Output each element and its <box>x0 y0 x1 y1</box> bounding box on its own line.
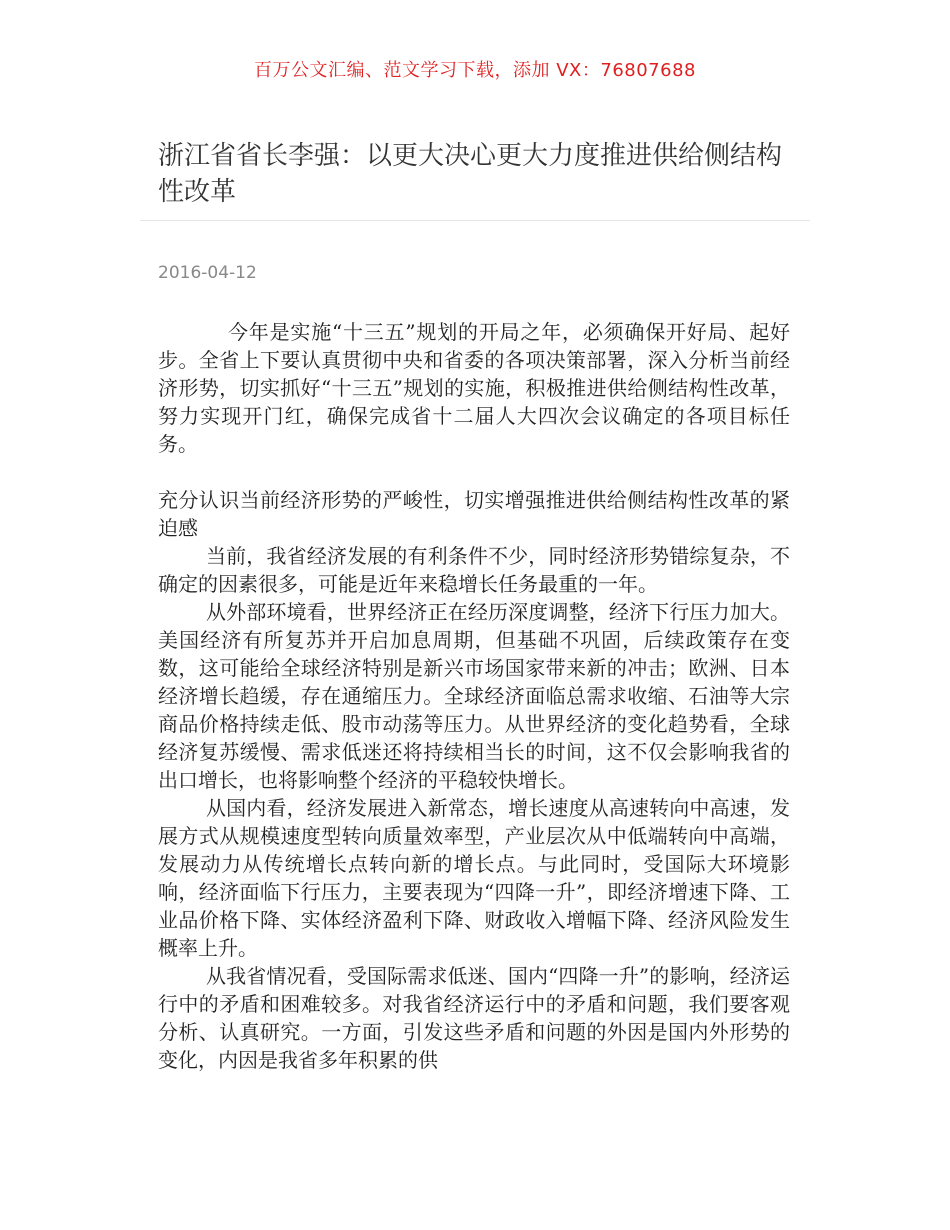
promo-banner: 百万公文汇编、范文学习下载，添加 VX：76807688 <box>254 60 696 81</box>
body-paragraph: 当前，我省经济发展的有利条件不少，同时经济形势错综复杂，不确定的因素很多，可能是近年来稳增长任务最重的一年。 <box>158 544 790 596</box>
body-paragraph: 从外部环境看，世界经济正在经历深度调整，经济下行压力加大。美国经济有所复苏并开启加息周期，但基础不巩固，后续政策存在变数，这可能给全球经济特别是新兴市场国家带来新的冲击；欧洲、日本经济增长趋缓，存在通缩压力。全球经济面临总需求收缩、石油等大宗商品价格持续走低、股市动荡等压力。从世界经济的变化趋势看，全球经济复苏缓慢、需求低迷还将持续相当长的时间，这不仅会影响我省的出口增长，也将影响整个经济的平稳较快增长。 <box>158 600 790 792</box>
paragraph-spacer <box>158 458 790 486</box>
article-body <box>158 318 790 1074</box>
section-heading: 充分认识当前经济形势的严峻性，切实增强推进供给侧结构性改革的紧迫感 <box>158 488 790 540</box>
intro-paragraph: 今年是实施“十三五”规划的开局之年，必须确保开好局、起好步。全省上下要认真贯彻中央和省委的各项决策部署，深入分析当前经济形势，切实抓好“十三五”规划的实施，积极推进供给侧结构性改革，努力实现开门红，确保完成省十二届人大四次会议确定的各项目标任务。 <box>158 320 790 456</box>
article-title: 浙江省省长李强：以更大决心更大力度推进供给侧结构性改革 <box>158 141 783 207</box>
publish-date: 2016-04-12 <box>158 263 257 283</box>
body-paragraph: 从国内看，经济发展进入新常态，增长速度从高速转向中高速，发展方式从规模速度型转向质量效率型，产业层次从中低端转向中高端，发展动力从传统增长点转向新的增长点。与此同时，受国际大环境影响，经济面临下行压力，主要表现为“四降一升”，即经济增速下降、工业品价格下降、实体经济盈利下降、财政收入增幅下降、经济风险发生概率上升。 <box>158 796 790 960</box>
title-divider <box>140 220 810 221</box>
body-paragraph: 从我省情况看，受国际需求低迷、国内“四降一升”的影响，经济运行中的矛盾和困难较多。对我省经济运行中的矛盾和问题，我们要客观分析、认真研究。一方面，引发这些矛盾和问题的外因是国内外形势的变化，内因是我省多年积累的供 <box>158 964 790 1072</box>
